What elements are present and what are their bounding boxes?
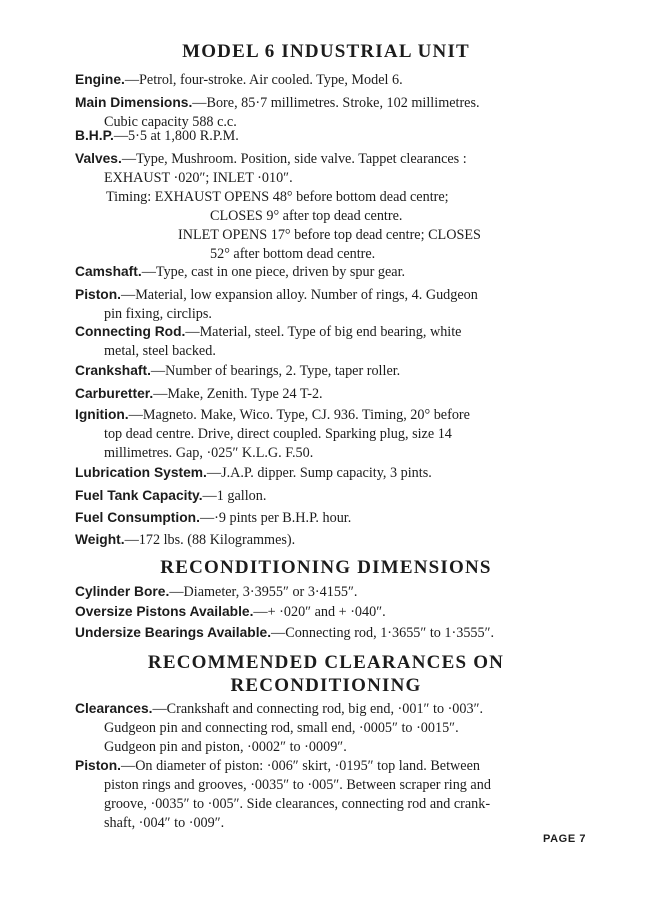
spec-oversize-pistons: [75, 602, 595, 622]
spec-text: —Number of bearings, 2. Type, taper roller.: [150, 363, 401, 379]
spec-label: Piston.: [75, 287, 121, 302]
spec-text: —Bore, 85·7 millimetres. Stroke, 102 millimetres.: [192, 95, 480, 111]
spec-text: —Magneto. Make, Wico. Type, CJ. 936. Timing, 20° before: [128, 407, 470, 423]
spec-text-cont: metal, steel backed.: [104, 343, 216, 359]
spec-text: —Make, Zenith. Type 24 T-2.: [153, 386, 323, 402]
spec-label: Lubrication System.: [75, 465, 207, 480]
spec-text-cont: pin fixing, circlips.: [104, 306, 212, 322]
spec-text: —Material, steel. Type of big end bearing, white: [185, 324, 462, 340]
spec-label: Oversize Pistons Available.: [75, 604, 254, 619]
spec-text-cont: Cubic capacity 588 c.c.: [104, 114, 237, 130]
spec-camshaft: [75, 262, 595, 282]
spec-label: Engine.: [75, 72, 125, 87]
spec-text-cont: groove, ·0035″ to ·005″. Side clearances, connecting rod and crank-: [104, 796, 491, 812]
valve-timing-line: Timing: EXHAUST OPENS 48° before bottom dead centre;: [106, 189, 449, 205]
spec-text: —172 lbs. (88 Kilogrammes).: [124, 532, 296, 548]
spec-text: —J.A.P. dipper. Sump capacity, 3 pints.: [206, 465, 432, 481]
spec-text: —On diameter of piston: ·006″ skirt, ·0195″ top land. Between: [121, 758, 480, 774]
spec-piston-clearance: [75, 756, 595, 833]
spec-label: Main Dimensions.: [75, 95, 193, 110]
page-title: MODEL 6 INDUSTRIAL UNIT: [182, 41, 470, 62]
spec-text-cont: shaft, ·004″ to ·009″.: [104, 815, 225, 831]
spec-undersize-bearings: [75, 623, 595, 643]
spec-text: —Type, cast in one piece, driven by spur gear.: [141, 264, 406, 280]
spec-text: —Type, Mushroom. Position, side valve. Tappet clearances :: [121, 151, 467, 167]
spec-label: Fuel Tank Capacity.: [75, 488, 203, 503]
spec-fuel-consumption: [75, 508, 595, 528]
valve-timing-line: INLET OPENS 17° before top dead centre; CLOSES: [178, 227, 481, 243]
section-heading-clearances: RECOMMENDED CLEARANCES ON: [147, 652, 505, 673]
valve-timing-line: 52° after bottom dead centre.: [210, 246, 376, 262]
spec-piston: [75, 285, 595, 324]
spec-connecting-rod: [75, 322, 595, 361]
spec-label: Camshaft.: [75, 264, 142, 279]
spec-cylinder-bore: [75, 582, 595, 602]
spec-valves: [75, 149, 595, 264]
spec-text: —Connecting rod, 1·3655″ to 1·3555″.: [271, 625, 495, 641]
spec-text-cont: Gudgeon pin and connecting rod, small end, ·0005″ to ·0015″.: [104, 720, 459, 736]
spec-fuel-tank: [75, 486, 595, 506]
spec-text: —Petrol, four-stroke. Air cooled. Type, Model 6.: [124, 72, 403, 88]
spec-text-cont: EXHAUST ·020″; INLET ·010″.: [104, 170, 293, 186]
spec-engine: [75, 70, 595, 90]
spec-text: —+ ·020″ and + ·040″.: [253, 604, 386, 620]
spec-text: —Material, low expansion alloy. Number of rings, 4. Gudgeon: [121, 287, 478, 303]
spec-text: —5·5 at 1,800 R.P.M.: [113, 128, 239, 144]
spec-label: Ignition.: [75, 407, 129, 422]
spec-text: —Crankshaft and connecting rod, big end, ·001″ to ·003″.: [152, 701, 484, 717]
spec-label: Weight.: [75, 532, 125, 547]
spec-label: Connecting Rod.: [75, 324, 186, 339]
spec-text: —Diameter, 3·3955″ or 3·4155″.: [169, 584, 358, 600]
spec-label: Carburetter.: [75, 386, 154, 401]
spec-crankshaft: [75, 361, 595, 381]
spec-text-cont: top dead centre. Drive, direct coupled. Sparking plug, size 14: [104, 426, 452, 442]
spec-text: —·9 pints per B.H.P. hour.: [199, 510, 352, 526]
spec-weight: [75, 530, 595, 550]
valve-timing-line: CLOSES 9° after top dead centre.: [210, 208, 403, 224]
spec-text-cont: piston rings and grooves, ·0035″ to ·005″. Between scraper ring and: [104, 777, 491, 793]
spec-label: Cylinder Bore.: [75, 584, 170, 599]
spec-label: Clearances.: [75, 701, 153, 716]
section-heading-clearances-cont: RECONDITIONING: [230, 675, 422, 696]
spec-text: —1 gallon.: [202, 488, 267, 504]
spec-label: Crankshaft.: [75, 363, 151, 378]
spec-clearances: [75, 699, 595, 757]
spec-label: Piston.: [75, 758, 121, 773]
spec-label: Fuel Consumption.: [75, 510, 200, 525]
section-heading-reconditioning: RECONDITIONING DIMENSIONS: [160, 557, 492, 578]
spec-ignition: [75, 405, 595, 463]
page-number: PAGE 7: [543, 833, 587, 845]
spec-label: Valves.: [75, 151, 122, 166]
spec-text-cont: millimetres. Gap, ·025″ K.L.G. F.50.: [104, 445, 314, 461]
spec-label: Undersize Bearings Available.: [75, 625, 272, 640]
spec-label: B.H.P.: [75, 128, 114, 143]
spec-lubrication: [75, 463, 595, 483]
spec-carburetter: [75, 384, 595, 404]
spec-text-cont: Gudgeon pin and piston, ·0002″ to ·0009″.: [104, 739, 347, 755]
spec-bhp: [75, 126, 595, 146]
